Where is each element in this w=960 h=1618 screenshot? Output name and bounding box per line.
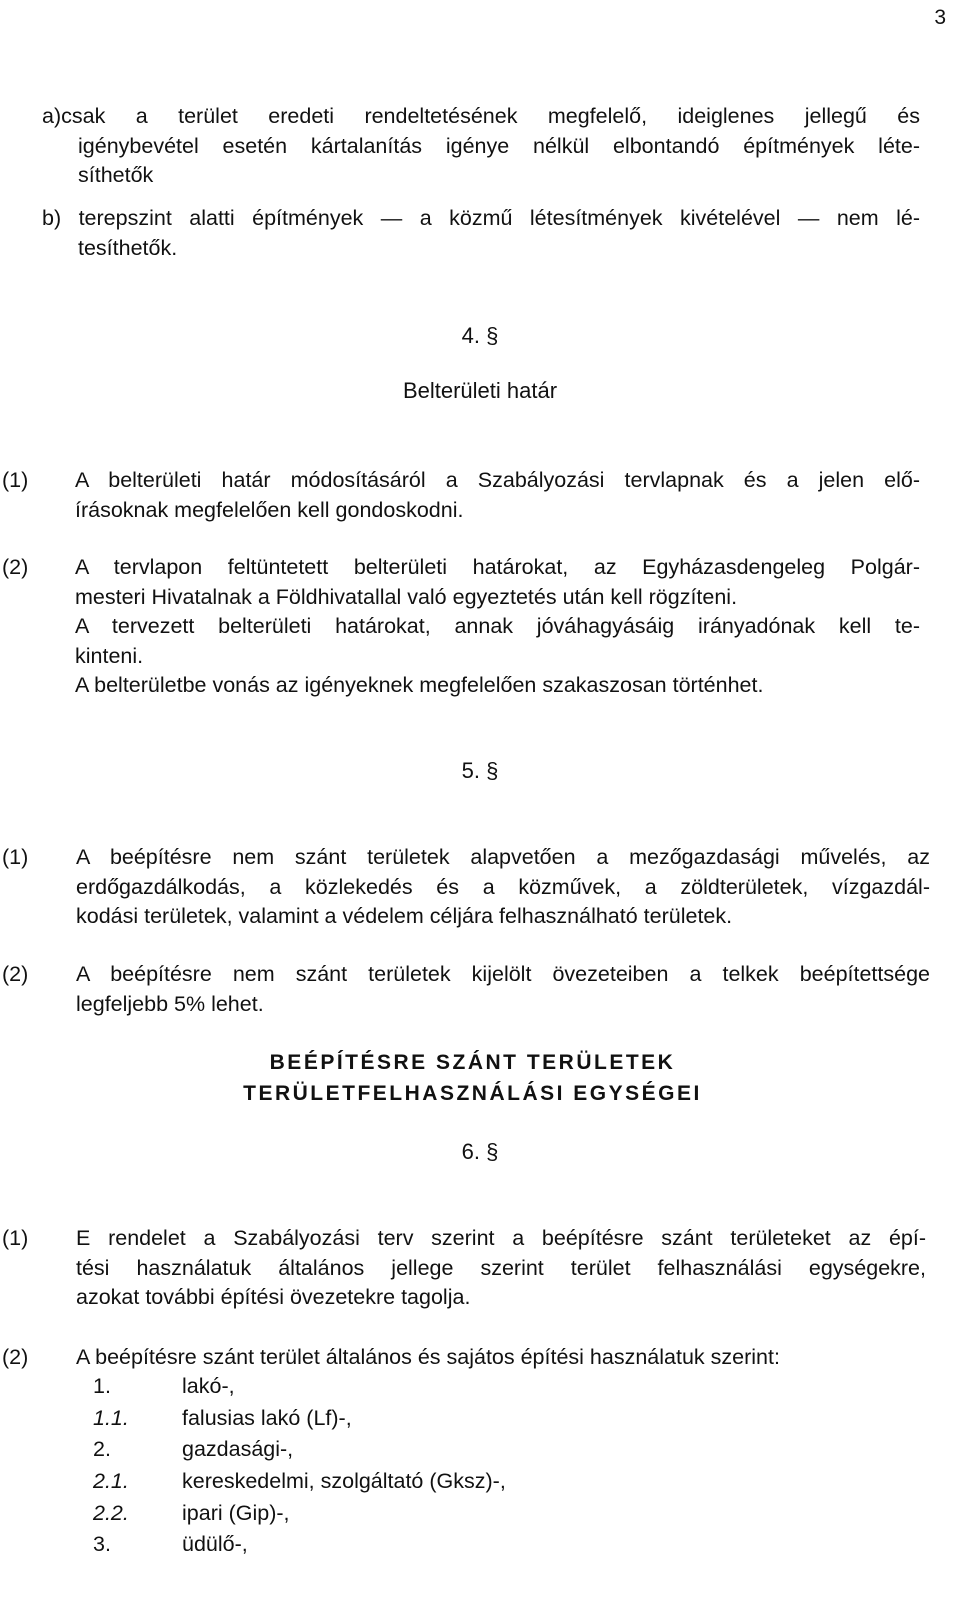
list-item	[0, 1406, 700, 1436]
paragraph-line: E rendelet a Szabályozási terv szerint a beépítésre szánt területeket az épí-	[76, 1226, 926, 1250]
list-item-number: 1.	[93, 1374, 111, 1398]
paragraph-number: (2)	[2, 1345, 29, 1369]
item-a	[42, 102, 920, 191]
section-4-number: 4. §	[461, 323, 499, 348]
list-item-text: falusias lakó (Lf)-,	[182, 1406, 352, 1430]
paragraph-line: mesteri Hivatalnak a Földhivatallal való egyeztetés után kell rögzíteni.	[75, 584, 738, 609]
item-a-line: síthetők	[78, 163, 154, 187]
list-item	[0, 1437, 700, 1467]
list-item	[0, 1374, 700, 1404]
item-a-line: a)csak a terület eredeti rendeltetésének megfelelő, ideiglenes jellegű és	[42, 104, 920, 128]
paragraph-line: azokat további építési övezetekre tagolja.	[76, 1285, 471, 1309]
list-item-number: 1.1.	[93, 1406, 129, 1430]
paragraph-number: (1)	[2, 468, 29, 492]
section-5-number: 5. §	[461, 758, 499, 783]
paragraph-body	[76, 960, 930, 1019]
list-item-number: 2.1.	[93, 1469, 129, 1493]
paragraph-body	[75, 466, 920, 525]
paragraph-line: legfeljebb 5% lehet.	[76, 991, 264, 1016]
paragraph-line: A tervezett belterületi határokat, annak jóváhagyásáig irányadónak kell te-	[75, 614, 920, 638]
paragraph-line: írásoknak megfelelően kell gondoskodni.	[75, 497, 464, 522]
paragraph-line: kinteni.	[75, 643, 144, 668]
paragraph-body	[76, 1343, 926, 1373]
item-b	[42, 204, 920, 263]
paragraph-body	[75, 553, 920, 701]
section-6-number: 6. §	[461, 1139, 499, 1164]
paragraph-body	[76, 1224, 926, 1313]
list-item-number: 2.	[93, 1437, 111, 1461]
paragraph-line: A belterületi határ módosításáról a Szabályozási tervlapnak és a jelen elő-	[75, 468, 920, 492]
paragraph-line: erdőgazdálkodás, a közlekedés és a közművek, a zöldterületek, vízgazdál-	[76, 874, 930, 899]
list-item	[0, 1532, 700, 1562]
list-item	[0, 1469, 700, 1499]
paragraph-number: (1)	[2, 845, 29, 869]
main-heading-line-2: TERÜLETFELHASZNÁLÁSI EGYSÉGEI	[243, 1082, 702, 1105]
item-b-line: b) terepszint alatti építmények — a közmű létesítmények kivételével — nem lé-	[42, 206, 920, 230]
paragraph-line: A belterületbe vonás az igényeknek megfelelően szakaszosan történhet.	[75, 673, 764, 697]
paragraph-line: A tervlapon feltüntetett belterületi határokat, az Egyházasdengeleg Polgár-	[75, 555, 920, 579]
paragraph-line: A beépítésre szánt terület általános és sajátos építési használatuk szerint:	[76, 1345, 780, 1369]
paragraph-line: kodási területek, valamint a védelem céljára felhasználható területek.	[76, 904, 733, 928]
item-a-line: igénybevétel esetén kártalanítás igénye nélkül elbontandó építmények léte-	[78, 133, 920, 158]
list-item-number: 3.	[93, 1532, 111, 1556]
list-item-text: gazdasági-,	[182, 1437, 294, 1461]
list-item-number: 2.2.	[93, 1501, 129, 1525]
paragraph-number: (1)	[2, 1226, 29, 1250]
list-item-text: kereskedelmi, szolgáltató (Gksz)-,	[182, 1469, 506, 1493]
list-item-text: ipari (Gip)-,	[182, 1501, 290, 1525]
paragraph-line: A beépítésre nem szánt területek alapvetően a mezőgazdasági művelés, az	[76, 845, 930, 869]
paragraph-number: (2)	[2, 962, 29, 986]
paragraph-number: (2)	[2, 555, 29, 579]
section-4-title: Belterületi határ	[402, 378, 558, 403]
paragraph-line: A beépítésre nem szánt területek kijelölt övezeteiben a telkek beépítettsége	[76, 962, 930, 986]
page-number: 3	[934, 6, 946, 29]
main-heading-line-1: BEÉPÍTÉSRE SZÁNT TERÜLETEK	[269, 1051, 676, 1074]
item-b-line: tesíthetők.	[78, 235, 178, 260]
list-item-text: lakó-,	[182, 1374, 235, 1398]
list-item	[0, 1501, 700, 1531]
paragraph-line: tési használatuk általános jellege szerint terület felhasználási egységekre,	[76, 1255, 926, 1280]
list-item-text: üdülő-,	[182, 1532, 248, 1556]
paragraph-body	[76, 843, 930, 932]
